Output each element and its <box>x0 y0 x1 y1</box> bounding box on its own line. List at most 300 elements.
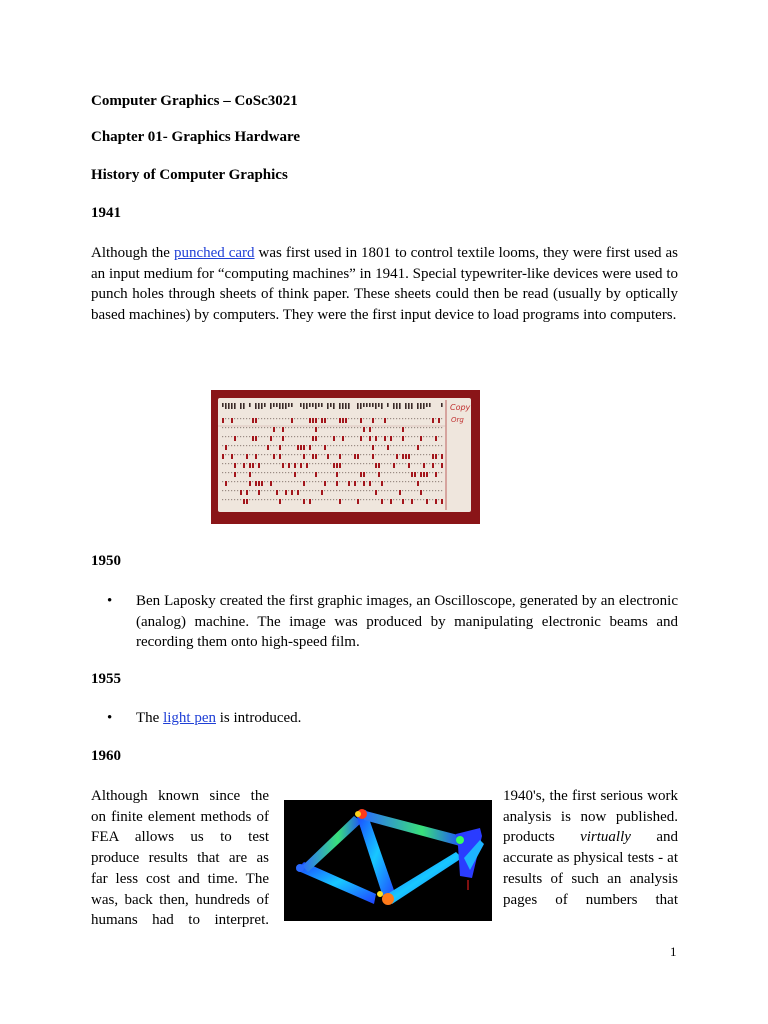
card-digit-mark <box>327 472 328 473</box>
card-hole <box>357 499 359 504</box>
card-digit-mark <box>246 418 247 419</box>
card-digit-mark <box>411 418 412 419</box>
card-digit-mark <box>414 481 415 482</box>
card-digit-mark <box>318 445 319 446</box>
card-digit-mark <box>387 463 388 464</box>
card-digit-mark <box>321 427 322 428</box>
card-digit-mark <box>414 436 415 437</box>
card-digit-mark <box>243 418 244 419</box>
text-word: and <box>656 829 679 846</box>
year-heading-1960: 1960 <box>91 748 121 764</box>
card-digit-mark <box>426 490 427 491</box>
card-hole <box>282 427 284 432</box>
card-digit-mark <box>231 490 232 491</box>
card-digit-mark <box>258 445 259 446</box>
card-digit-mark <box>279 463 280 464</box>
card-digit-mark <box>261 472 262 473</box>
card-digit-mark <box>423 499 424 500</box>
card-digit-mark <box>357 445 358 446</box>
fea-bike-frame-image <box>284 800 492 921</box>
card-digit-mark <box>318 427 319 428</box>
card-digit-mark <box>348 472 349 473</box>
card-digit-mark <box>276 436 277 437</box>
card-digit-mark <box>342 481 343 482</box>
card-digit-mark <box>426 481 427 482</box>
card-digit-mark <box>252 445 253 446</box>
card-digit-mark <box>372 490 373 491</box>
card-digit-mark <box>267 436 268 437</box>
card-digit-mark <box>441 472 442 473</box>
card-digit-mark <box>231 445 232 446</box>
card-digit-mark <box>264 436 265 437</box>
card-digit-mark <box>285 418 286 419</box>
card-digit-mark <box>222 481 223 482</box>
card-digit-mark <box>378 445 379 446</box>
card-digit-mark <box>309 472 310 473</box>
card-digit-mark <box>336 427 337 428</box>
card-digit-mark <box>264 499 265 500</box>
card-digit-mark <box>309 481 310 482</box>
card-digit-mark <box>309 436 310 437</box>
card-digit-mark <box>321 454 322 455</box>
card-digit-mark <box>387 481 388 482</box>
card-digit-mark <box>300 454 301 455</box>
card-digit-mark <box>351 472 352 473</box>
card-digit-mark <box>423 418 424 419</box>
card-digit-mark <box>390 418 391 419</box>
card-digit-mark <box>279 436 280 437</box>
card-digit-mark <box>237 481 238 482</box>
card-digit-mark <box>384 427 385 428</box>
card-print-mark <box>339 403 341 409</box>
text-line: pages of numbers that <box>503 891 678 908</box>
card-digit-mark <box>297 427 298 428</box>
card-digit-mark <box>315 481 316 482</box>
card-digit-mark <box>423 490 424 491</box>
card-digit-mark <box>390 463 391 464</box>
card-digit-mark <box>315 490 316 491</box>
card-digit-mark <box>438 463 439 464</box>
card-digit-mark <box>288 472 289 473</box>
card-hole <box>354 454 356 459</box>
card-digit-mark <box>270 472 271 473</box>
text-line: far less cost and time. The <box>91 870 269 887</box>
card-hole <box>258 481 260 486</box>
card-hole <box>420 490 422 495</box>
card-digit-mark <box>234 454 235 455</box>
card-hole <box>255 454 257 459</box>
card-hole <box>246 454 248 459</box>
card-digit-mark <box>291 436 292 437</box>
card-digit-mark <box>312 472 313 473</box>
card-digit-mark <box>258 499 259 500</box>
card-digit-mark <box>228 418 229 419</box>
card-hole <box>381 481 383 486</box>
card-digit-mark <box>372 427 373 428</box>
card-digit-mark <box>270 427 271 428</box>
card-digit-mark <box>363 463 364 464</box>
card-digit-mark <box>399 472 400 473</box>
card-digit-mark <box>435 490 436 491</box>
card-digit-mark <box>324 427 325 428</box>
card-digit-mark <box>360 445 361 446</box>
card-digit-mark <box>318 463 319 464</box>
card-hole <box>435 454 437 459</box>
punched-card-image <box>211 390 480 524</box>
card-print-mark <box>345 403 347 409</box>
course-title: Computer Graphics – CoSc3021 <box>91 93 298 109</box>
card-print-mark <box>333 403 335 409</box>
card-digit-mark <box>435 463 436 464</box>
card-print-mark <box>375 403 377 409</box>
card-digit-mark <box>399 436 400 437</box>
card-digit-mark <box>417 499 418 500</box>
card-hole <box>258 490 260 495</box>
card-hole <box>297 445 299 450</box>
card-digit-mark <box>228 436 229 437</box>
card-digit-mark <box>327 427 328 428</box>
card-digit-mark <box>405 418 406 419</box>
card-digit-mark <box>321 436 322 437</box>
card-digit-mark <box>240 418 241 419</box>
card-digit-mark <box>366 454 367 455</box>
card-print-mark <box>327 403 329 409</box>
card-digit-mark <box>396 445 397 446</box>
card-hole <box>270 481 272 486</box>
card-digit-mark <box>441 418 442 419</box>
card-digit-mark <box>315 445 316 446</box>
card-digit-mark <box>396 427 397 428</box>
card-digit-mark <box>429 481 430 482</box>
card-digit-mark <box>387 436 388 437</box>
card-digit-mark <box>375 418 376 419</box>
card-digit-mark <box>396 472 397 473</box>
card-digit-mark <box>270 463 271 464</box>
card-print-mark <box>240 403 242 409</box>
card-digit-mark <box>282 418 283 419</box>
card-digit-mark <box>432 490 433 491</box>
light-pen-link[interactable]: light pen <box>163 710 216 726</box>
card-digit-mark <box>357 472 358 473</box>
card-hole <box>432 454 434 459</box>
card-digit-mark <box>405 436 406 437</box>
card-digit-mark <box>384 481 385 482</box>
card-hole <box>333 463 335 468</box>
card-hole <box>312 454 314 459</box>
card-hole <box>441 454 443 459</box>
section-title: History of Computer Graphics <box>91 167 288 183</box>
card-digit-mark <box>390 490 391 491</box>
card-digit-mark <box>297 454 298 455</box>
card-digit-mark <box>294 490 295 491</box>
card-digit-mark <box>255 463 256 464</box>
card-print-mark <box>378 403 380 407</box>
card-digit-mark <box>270 454 271 455</box>
card-digit-mark <box>357 427 358 428</box>
card-print-mark <box>225 403 227 409</box>
card-digit-mark <box>315 463 316 464</box>
card-print-mark <box>300 403 302 407</box>
card-digit-mark <box>243 427 244 428</box>
card-digit-mark <box>405 490 406 491</box>
card-digit-mark <box>264 463 265 464</box>
card-digit-mark <box>231 472 232 473</box>
card-digit-mark <box>351 490 352 491</box>
card-digit-mark <box>318 436 319 437</box>
card-digit-mark <box>345 436 346 437</box>
card-hole <box>234 472 236 477</box>
card-digit-mark <box>411 490 412 491</box>
card-hole <box>300 463 302 468</box>
card-digit-mark <box>285 427 286 428</box>
card-digit-mark <box>387 490 388 491</box>
card-digit-mark <box>396 481 397 482</box>
card-print-mark <box>330 403 332 407</box>
card-digit-mark <box>240 481 241 482</box>
card-digit-mark <box>243 481 244 482</box>
card-hole <box>432 418 434 423</box>
card-digit-mark <box>342 499 343 500</box>
card-hole <box>405 454 407 459</box>
card-digit-mark <box>426 427 427 428</box>
card-digit-mark <box>405 463 406 464</box>
text-word-italic: virtually <box>580 829 631 846</box>
punched-card-link[interactable]: punched card <box>173 245 255 261</box>
card-digit-mark <box>279 490 280 491</box>
card-digit-mark <box>297 436 298 437</box>
card-digit-mark <box>411 436 412 437</box>
card-hole <box>435 436 437 441</box>
card-digit-mark <box>405 427 406 428</box>
card-digit-mark <box>411 454 412 455</box>
card-hole <box>255 481 257 486</box>
card-digit-mark <box>423 445 424 446</box>
text-word: products <box>503 829 555 846</box>
card-digit-mark <box>225 472 226 473</box>
card-digit-mark <box>351 481 352 482</box>
card-digit-mark <box>222 436 223 437</box>
card-digit-mark <box>222 463 223 464</box>
card-digit-mark <box>282 490 283 491</box>
card-digit-mark <box>252 481 253 482</box>
card-digit-mark <box>255 445 256 446</box>
card-hole <box>282 436 284 441</box>
card-digit-mark <box>303 418 304 419</box>
card-digit-mark <box>327 481 328 482</box>
card-digit-mark <box>408 499 409 500</box>
card-digit-mark <box>342 472 343 473</box>
card-digit-mark <box>234 490 235 491</box>
card-digit-mark <box>384 490 385 491</box>
text-line: humans had to interpret. <box>91 912 269 929</box>
card-digit-mark <box>417 418 418 419</box>
card-digit-mark <box>363 418 364 419</box>
card-hole <box>243 463 245 468</box>
card-print-mark <box>261 403 263 409</box>
card-digit-mark <box>306 418 307 419</box>
card-digit-mark <box>342 454 343 455</box>
card-digit-mark <box>393 427 394 428</box>
card-digit-mark <box>372 499 373 500</box>
card-hole <box>315 436 317 441</box>
card-print-mark <box>228 403 230 409</box>
card-digit-mark <box>267 463 268 464</box>
card-digit-mark <box>285 499 286 500</box>
card-hole <box>291 418 293 423</box>
text-column-left <box>91 786 269 931</box>
card-digit-mark <box>435 427 436 428</box>
card-digit-mark <box>405 499 406 500</box>
card-digit-mark <box>369 490 370 491</box>
card-hole <box>411 499 413 504</box>
paragraph-text: Although the <box>91 245 174 261</box>
card-hole <box>357 454 359 459</box>
card-digit-mark <box>291 472 292 473</box>
card-digit-mark <box>381 454 382 455</box>
card-hole <box>360 436 362 441</box>
card-digit-mark <box>300 436 301 437</box>
card-digit-mark <box>267 418 268 419</box>
card-digit-mark <box>402 463 403 464</box>
card-digit-mark <box>387 427 388 428</box>
card-digit-mark <box>222 499 223 500</box>
card-digit-mark <box>372 472 373 473</box>
card-digit-mark <box>306 490 307 491</box>
card-digit-mark <box>318 454 319 455</box>
card-digit-mark <box>432 445 433 446</box>
card-hole <box>309 445 311 450</box>
card-digit-mark <box>261 418 262 419</box>
card-hole <box>309 499 311 504</box>
card-hole <box>390 499 392 504</box>
card-hole <box>231 454 233 459</box>
card-digit-mark <box>297 418 298 419</box>
text-line: accurate as physical tests - at <box>503 850 678 867</box>
card-digit-mark <box>417 436 418 437</box>
card-digit-mark <box>423 436 424 437</box>
card-digit-mark <box>288 499 289 500</box>
card-digit-mark <box>249 445 250 446</box>
card-digit-mark <box>348 463 349 464</box>
card-digit-mark <box>234 481 235 482</box>
card-digit-mark <box>405 472 406 473</box>
card-digit-mark <box>393 445 394 446</box>
card-digit-mark <box>435 481 436 482</box>
card-digit-mark <box>366 445 367 446</box>
card-print-mark <box>318 403 320 407</box>
card-digit-mark <box>387 499 388 500</box>
card-hole <box>336 481 338 486</box>
card-digit-mark <box>294 481 295 482</box>
card-digit-mark <box>261 499 262 500</box>
card-digit-mark <box>348 499 349 500</box>
card-digit-mark <box>345 463 346 464</box>
card-print-mark <box>429 403 431 407</box>
card-digit-mark <box>234 427 235 428</box>
card-digit-mark <box>411 427 412 428</box>
card-hole <box>336 472 338 477</box>
card-digit-mark <box>441 436 442 437</box>
card-digit-mark <box>258 418 259 419</box>
card-hole <box>225 481 227 486</box>
card-digit-mark <box>372 463 373 464</box>
card-digit-mark <box>366 481 367 482</box>
card-digit-mark <box>420 427 421 428</box>
card-digit-mark <box>282 481 283 482</box>
card-digit-mark <box>225 427 226 428</box>
card-digit-mark <box>243 472 244 473</box>
card-digit-mark <box>408 481 409 482</box>
card-digit-mark <box>255 490 256 491</box>
card-digit-mark <box>345 481 346 482</box>
card-hole <box>363 427 365 432</box>
card-digit-mark <box>357 463 358 464</box>
card-digit-mark <box>378 454 379 455</box>
card-digit-mark <box>381 436 382 437</box>
card-digit-mark <box>342 490 343 491</box>
card-digit-mark <box>252 427 253 428</box>
card-print-mark <box>342 403 344 409</box>
card-digit-mark <box>381 463 382 464</box>
card-digit-mark <box>327 463 328 464</box>
card-digit-mark <box>399 445 400 446</box>
card-digit-mark <box>279 472 280 473</box>
card-digit-mark <box>354 436 355 437</box>
card-digit-mark <box>360 454 361 455</box>
card-digit-mark <box>345 454 346 455</box>
card-digit-mark <box>351 418 352 419</box>
card-print-mark <box>405 403 407 409</box>
card-digit-mark <box>330 463 331 464</box>
card-digit-mark <box>384 463 385 464</box>
card-digit-mark <box>318 418 319 419</box>
card-digit-mark <box>282 499 283 500</box>
card-digit-mark <box>348 490 349 491</box>
card-digit-mark <box>339 481 340 482</box>
card-digit-mark <box>369 454 370 455</box>
card-hole <box>246 490 248 495</box>
card-hole <box>258 463 260 468</box>
card-hole <box>378 463 380 468</box>
card-digit-mark <box>387 418 388 419</box>
card-digit-mark <box>336 454 337 455</box>
card-print-mark <box>306 403 308 409</box>
card-digit-mark <box>291 499 292 500</box>
card-digit-mark <box>426 463 427 464</box>
card-hole <box>339 418 341 423</box>
card-digit-mark <box>228 445 229 446</box>
card-hole <box>402 454 404 459</box>
card-digit-mark <box>237 418 238 419</box>
card-digit-mark <box>429 445 430 446</box>
card-digit-mark <box>288 436 289 437</box>
card-digit-mark <box>261 454 262 455</box>
card-digit-mark <box>441 481 442 482</box>
card-digit-mark <box>438 436 439 437</box>
card-digit-mark <box>243 445 244 446</box>
card-digit-mark <box>303 463 304 464</box>
card-digit-mark <box>351 427 352 428</box>
card-hole <box>417 445 419 450</box>
card-hole <box>426 472 428 477</box>
card-digit-mark <box>225 454 226 455</box>
card-digit-mark <box>318 490 319 491</box>
card-hole <box>303 499 305 504</box>
card-digit-mark <box>267 481 268 482</box>
card-print-mark <box>279 403 281 409</box>
card-digit-mark <box>249 499 250 500</box>
card-hole <box>441 463 443 468</box>
